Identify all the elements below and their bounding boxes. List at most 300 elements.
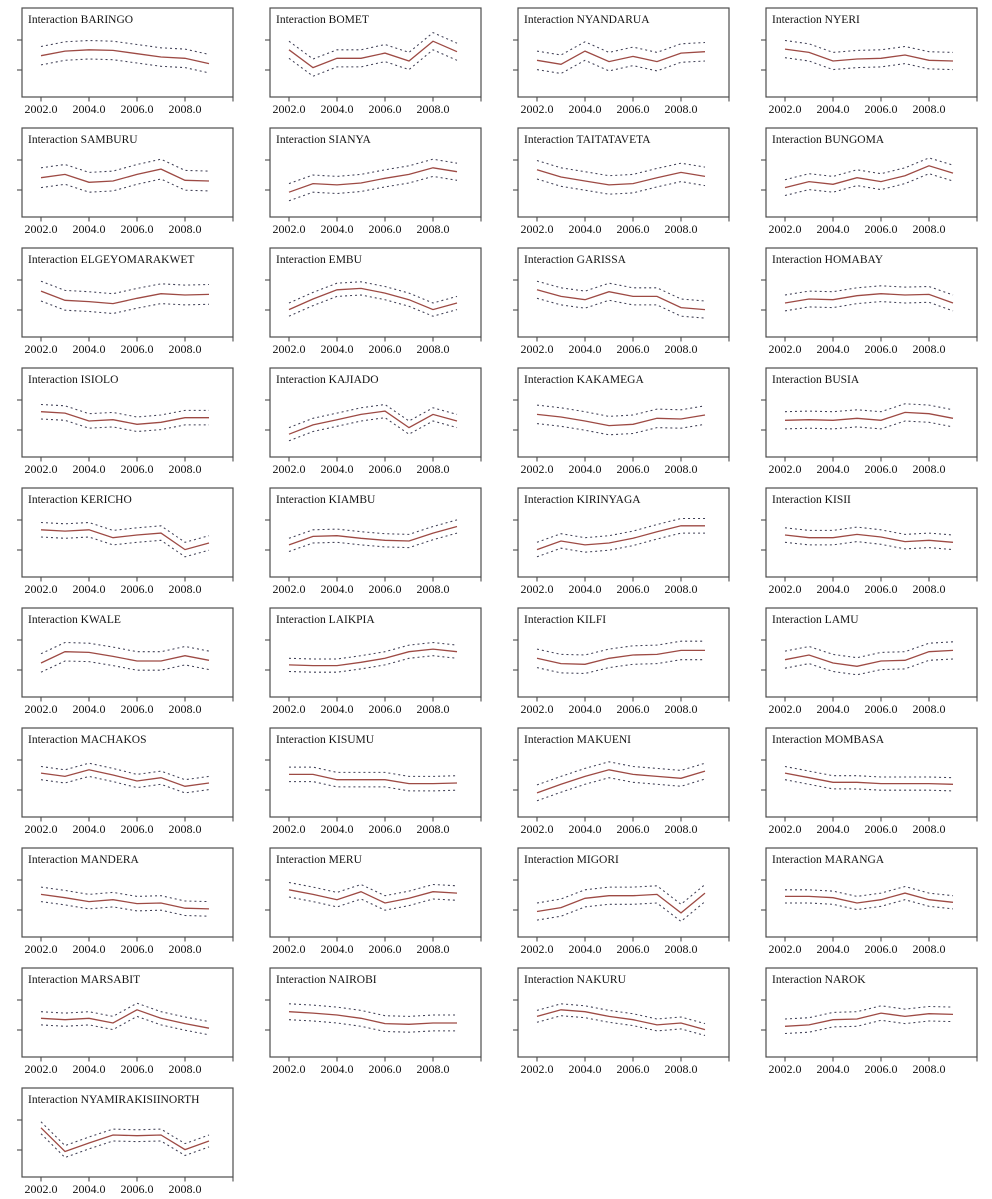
panel-title: Interaction KIRINYAGA (524, 494, 641, 506)
x-tick-label: 2006.0 (368, 582, 402, 596)
x-tick-label: 2006.0 (864, 462, 898, 476)
x-tick-label: 2004.0 (72, 342, 106, 356)
lower-ci-line (785, 302, 953, 311)
x-tick-label: 2004.0 (816, 342, 850, 356)
x-tick-label: 2008.0 (664, 462, 698, 476)
upper-ci-line (41, 1003, 209, 1021)
lower-ci-line (41, 419, 209, 432)
x-tick-label: 2004.0 (320, 582, 354, 596)
x-tick-label: 2004.0 (320, 702, 354, 716)
county-panel-bomet (248, 0, 496, 120)
upper-ci-line (785, 527, 953, 535)
x-tick-label: 2004.0 (568, 1062, 602, 1076)
x-tick-label: 2002.0 (520, 462, 554, 476)
x-tick-label: 2004.0 (816, 942, 850, 956)
x-tick-label: 2008.0 (168, 1182, 202, 1196)
county-panel-taitataveta (496, 120, 744, 240)
x-tick-label: 2008.0 (664, 942, 698, 956)
x-tick-label: 2006.0 (864, 702, 898, 716)
x-tick-label: 2004.0 (816, 462, 850, 476)
upper-ci-line (41, 523, 209, 543)
x-tick-label: 2008.0 (912, 822, 946, 836)
panel-title: Interaction MARSABIT (28, 974, 141, 986)
panel-title: Interaction BUNGOMA (772, 134, 885, 146)
x-tick-label: 2008.0 (664, 822, 698, 836)
county-panel-laikpia (248, 600, 496, 720)
panel-title: Interaction ELGEYOMARAKWET (28, 254, 195, 266)
panel-title: Interaction HOMABAY (772, 254, 884, 266)
panel-title: Interaction GARISSA (524, 254, 626, 266)
upper-ci-line (41, 887, 209, 902)
county-panel-kilfi (496, 600, 744, 720)
estimate-line (785, 412, 953, 420)
upper-ci-line (41, 763, 209, 780)
upper-ci-line (41, 281, 209, 294)
x-tick-label: 2008.0 (416, 342, 450, 356)
panel-title: Interaction MIGORI (524, 854, 619, 866)
estimate-line (537, 290, 705, 310)
x-tick-label: 2004.0 (816, 1062, 850, 1076)
panel-title: Interaction KERICHO (28, 494, 132, 506)
x-tick-label: 2008.0 (912, 102, 946, 116)
x-tick-label: 2006.0 (864, 102, 898, 116)
county-panel-mombasa (744, 720, 992, 840)
x-tick-label: 2008.0 (664, 582, 698, 596)
estimate-line (41, 652, 209, 663)
x-tick-label: 2008.0 (168, 942, 202, 956)
x-tick-label: 2008.0 (168, 1062, 202, 1076)
estimate-line (289, 288, 457, 309)
estimate-line (289, 1012, 457, 1025)
county-panel-baringo (0, 0, 248, 120)
x-tick-label: 2004.0 (320, 1062, 354, 1076)
x-tick-label: 2008.0 (912, 1062, 946, 1076)
x-tick-label: 2008.0 (664, 702, 698, 716)
x-tick-label: 2004.0 (816, 102, 850, 116)
panel-title: Interaction KIAMBU (276, 494, 376, 506)
estimate-line (41, 50, 209, 64)
county-panel-maranga (744, 840, 992, 960)
estimate-line (289, 649, 457, 666)
lower-ci-line (41, 902, 209, 917)
upper-ci-line (537, 762, 705, 785)
x-tick-label: 2006.0 (864, 222, 898, 236)
x-tick-label: 2002.0 (768, 582, 802, 596)
county-panel-elgeyomarakwet (0, 240, 248, 360)
x-tick-label: 2004.0 (320, 822, 354, 836)
upper-ci-line (785, 1006, 953, 1019)
county-panel-busia (744, 360, 992, 480)
x-tick-label: 2002.0 (272, 582, 306, 596)
county-panel-isiolo (0, 360, 248, 480)
county-panel-makueni (496, 720, 744, 840)
x-tick-label: 2006.0 (120, 342, 154, 356)
county-panel-lamu (744, 600, 992, 720)
x-tick-label: 2008.0 (416, 222, 450, 236)
county-panel-mandera (0, 840, 248, 960)
x-tick-label: 2004.0 (816, 222, 850, 236)
x-tick-label: 2004.0 (72, 822, 106, 836)
x-tick-label: 2004.0 (568, 582, 602, 596)
lower-ci-line (41, 301, 209, 314)
x-tick-label: 2008.0 (416, 1062, 450, 1076)
x-tick-label: 2008.0 (912, 342, 946, 356)
x-tick-label: 2008.0 (168, 582, 202, 596)
estimate-line (785, 294, 953, 303)
upper-ci-line (41, 405, 209, 418)
estimate-line (289, 41, 457, 67)
upper-ci-line (289, 883, 457, 896)
panel-title: Interaction KAKAMEGA (524, 374, 644, 386)
x-tick-label: 2006.0 (368, 222, 402, 236)
x-tick-label: 2006.0 (864, 342, 898, 356)
x-tick-label: 2004.0 (72, 462, 106, 476)
lower-ci-line (785, 1020, 953, 1033)
x-tick-label: 2008.0 (912, 462, 946, 476)
x-tick-label: 2006.0 (616, 342, 650, 356)
upper-ci-line (785, 887, 953, 897)
x-tick-label: 2002.0 (520, 702, 554, 716)
county-panel-kericho (0, 480, 248, 600)
lower-ci-line (537, 298, 705, 318)
x-tick-label: 2002.0 (24, 342, 58, 356)
estimate-line (785, 893, 953, 903)
x-tick-label: 2002.0 (520, 822, 554, 836)
x-tick-label: 2006.0 (120, 1062, 154, 1076)
x-tick-label: 2008.0 (912, 582, 946, 596)
county-panel-nyandarua (496, 0, 744, 120)
estimate-line (289, 890, 457, 903)
county-panel-migori (496, 840, 744, 960)
upper-ci-line (41, 159, 209, 172)
lower-ci-line (537, 533, 705, 557)
x-tick-label: 2006.0 (616, 702, 650, 716)
lower-ci-line (785, 780, 953, 791)
x-tick-label: 2008.0 (168, 462, 202, 476)
upper-ci-line (785, 404, 953, 412)
x-tick-label: 2004.0 (72, 942, 106, 956)
x-tick-label: 2008.0 (168, 822, 202, 836)
x-tick-label: 2002.0 (24, 222, 58, 236)
x-tick-label: 2002.0 (768, 942, 802, 956)
county-panel-narok (744, 960, 992, 1080)
x-tick-label: 2004.0 (72, 102, 106, 116)
x-tick-label: 2008.0 (912, 702, 946, 716)
x-tick-label: 2006.0 (864, 822, 898, 836)
panel-title: Interaction BARINGO (28, 14, 134, 26)
estimate-line (537, 414, 705, 425)
x-tick-label: 2002.0 (24, 102, 58, 116)
x-tick-label: 2008.0 (168, 342, 202, 356)
county-panel-kwale (0, 600, 248, 720)
panel-title: Interaction MOMBASA (772, 734, 885, 746)
upper-ci-line (537, 405, 705, 416)
upper-ci-line (785, 286, 953, 295)
estimate-line (41, 894, 209, 909)
estimate-line (41, 770, 209, 787)
estimate-line (41, 169, 209, 182)
x-tick-label: 2004.0 (568, 702, 602, 716)
x-tick-label: 2004.0 (72, 1182, 106, 1196)
county-panel-kisumu (248, 720, 496, 840)
x-tick-label: 2008.0 (664, 342, 698, 356)
x-tick-label: 2006.0 (368, 942, 402, 956)
upper-ci-line (785, 41, 953, 53)
panel-title: Interaction BUSIA (772, 374, 860, 386)
lower-ci-line (785, 659, 953, 675)
panel-title: Interaction BOMET (276, 14, 369, 26)
county-panel-garissa (496, 240, 744, 360)
x-tick-label: 2002.0 (768, 222, 802, 236)
county-panel-kisii (744, 480, 992, 600)
x-tick-label: 2006.0 (368, 702, 402, 716)
panel-title: Interaction NYAMIRAKISIINORTH (28, 1094, 200, 1106)
lower-ci-line (41, 537, 209, 557)
x-tick-label: 2006.0 (368, 1062, 402, 1076)
estimate-line (41, 412, 209, 425)
x-tick-label: 2006.0 (616, 222, 650, 236)
county-panel-marsabit (0, 960, 248, 1080)
x-tick-label: 2006.0 (120, 1182, 154, 1196)
estimate-line (537, 1010, 705, 1030)
panel-title: Interaction SIANYA (276, 134, 371, 146)
panel-title: Interaction MARANGA (772, 854, 885, 866)
x-tick-label: 2004.0 (568, 222, 602, 236)
panel-title: Interaction MAKUENI (524, 734, 631, 746)
x-tick-label: 2006.0 (864, 1062, 898, 1076)
estimate-line (785, 166, 953, 188)
panel-title: Interaction MERU (276, 854, 362, 866)
x-tick-label: 2004.0 (72, 702, 106, 716)
x-tick-label: 2006.0 (120, 102, 154, 116)
lower-ci-line (537, 778, 705, 801)
estimate-line (289, 411, 457, 434)
x-tick-label: 2006.0 (368, 822, 402, 836)
x-tick-label: 2008.0 (416, 102, 450, 116)
panel-title: Interaction NAIROBI (276, 974, 377, 986)
x-tick-label: 2004.0 (320, 222, 354, 236)
lower-ci-line (41, 1134, 209, 1158)
panel-title: Interaction NYERI (772, 14, 860, 26)
estimate-line (785, 534, 953, 542)
x-tick-label: 2004.0 (320, 942, 354, 956)
x-tick-label: 2006.0 (864, 942, 898, 956)
county-panel-samburu (0, 120, 248, 240)
lower-ci-line (289, 50, 457, 76)
estimate-line (537, 170, 705, 185)
x-tick-label: 2006.0 (616, 582, 650, 596)
lower-ci-line (41, 179, 209, 192)
county-panel-kiambu (248, 480, 496, 600)
upper-ci-line (785, 158, 953, 180)
x-tick-label: 2002.0 (24, 462, 58, 476)
x-tick-label: 2002.0 (24, 942, 58, 956)
x-tick-label: 2004.0 (320, 342, 354, 356)
upper-ci-line (289, 159, 457, 183)
x-tick-label: 2002.0 (768, 702, 802, 716)
x-tick-label: 2008.0 (416, 702, 450, 716)
x-tick-label: 2002.0 (768, 342, 802, 356)
lower-ci-line (289, 897, 457, 910)
panel-title: Interaction LAMU (772, 614, 859, 626)
estimate-line (785, 49, 953, 61)
x-tick-label: 2008.0 (168, 222, 202, 236)
x-tick-label: 2002.0 (520, 582, 554, 596)
county-panel-kakamega (496, 360, 744, 480)
x-tick-label: 2006.0 (120, 582, 154, 596)
x-tick-label: 2002.0 (272, 942, 306, 956)
x-tick-label: 2008.0 (168, 702, 202, 716)
lower-ci-line (289, 656, 457, 673)
upper-ci-line (289, 520, 457, 538)
x-tick-label: 2006.0 (120, 222, 154, 236)
x-tick-label: 2008.0 (664, 222, 698, 236)
x-tick-label: 2002.0 (24, 702, 58, 716)
estimate-line (785, 1013, 953, 1026)
panel-title: Interaction NYANDARUA (524, 14, 650, 26)
lower-ci-line (537, 60, 705, 73)
x-tick-label: 2002.0 (272, 222, 306, 236)
upper-ci-line (785, 767, 953, 778)
x-tick-label: 2008.0 (664, 102, 698, 116)
estimate-line (785, 773, 953, 784)
estimate-line (537, 650, 705, 664)
x-tick-label: 2002.0 (272, 342, 306, 356)
panel-title: Interaction NAKURU (524, 974, 626, 986)
x-tick-label: 2006.0 (616, 462, 650, 476)
x-tick-label: 2002.0 (24, 1062, 58, 1076)
county-panel-embu (248, 240, 496, 360)
x-tick-label: 2002.0 (520, 942, 554, 956)
x-tick-label: 2006.0 (368, 462, 402, 476)
county-panel-sianya (248, 120, 496, 240)
x-tick-label: 2002.0 (520, 102, 554, 116)
estimate-line (41, 530, 209, 550)
x-tick-label: 2002.0 (768, 1062, 802, 1076)
x-tick-label: 2002.0 (768, 462, 802, 476)
x-tick-label: 2008.0 (416, 462, 450, 476)
x-tick-label: 2004.0 (568, 102, 602, 116)
estimate-line (41, 1128, 209, 1152)
x-tick-label: 2002.0 (272, 822, 306, 836)
panel-title: Interaction LAIKPIA (276, 614, 375, 626)
x-tick-label: 2002.0 (272, 102, 306, 116)
x-tick-label: 2002.0 (24, 822, 58, 836)
county-panel-meru (248, 840, 496, 960)
estimate-line (289, 168, 457, 192)
x-tick-label: 2006.0 (864, 582, 898, 596)
x-tick-label: 2002.0 (272, 1062, 306, 1076)
x-tick-label: 2002.0 (520, 1062, 554, 1076)
x-tick-label: 2002.0 (768, 102, 802, 116)
x-tick-label: 2002.0 (24, 1182, 58, 1196)
upper-ci-line (537, 641, 705, 655)
county-panel-bungoma (744, 120, 992, 240)
county-panel-kirinyaga (496, 480, 744, 600)
x-tick-label: 2002.0 (272, 702, 306, 716)
estimate-line (537, 526, 705, 550)
x-tick-label: 2006.0 (368, 102, 402, 116)
panel-title: Interaction MACHAKOS (28, 734, 147, 746)
panel-title: Interaction EMBU (276, 254, 362, 266)
x-tick-label: 2004.0 (72, 1062, 106, 1076)
panel-title: Interaction SAMBURU (28, 134, 138, 146)
x-tick-label: 2004.0 (816, 702, 850, 716)
panel-title: Interaction KAJIADO (276, 374, 379, 386)
x-tick-label: 2008.0 (912, 222, 946, 236)
x-tick-label: 2002.0 (24, 582, 58, 596)
x-tick-label: 2006.0 (120, 942, 154, 956)
panel-title: Interaction KILFI (524, 614, 607, 626)
upper-ci-line (289, 1004, 457, 1017)
x-tick-label: 2006.0 (616, 102, 650, 116)
x-tick-label: 2004.0 (568, 342, 602, 356)
panel-title: Interaction ISIOLO (28, 374, 119, 386)
lower-ci-line (41, 661, 209, 672)
lower-ci-line (537, 660, 705, 674)
x-tick-label: 2006.0 (120, 702, 154, 716)
x-tick-label: 2004.0 (320, 102, 354, 116)
lower-ci-line (785, 421, 953, 429)
x-tick-label: 2004.0 (72, 222, 106, 236)
x-tick-label: 2006.0 (120, 822, 154, 836)
x-tick-label: 2004.0 (568, 462, 602, 476)
county-panel-nyamirakisiinorth (0, 1080, 248, 1199)
lower-ci-line (785, 174, 953, 196)
x-tick-label: 2002.0 (520, 342, 554, 356)
x-tick-label: 2008.0 (416, 942, 450, 956)
upper-ci-line (289, 643, 457, 660)
upper-ci-line (289, 282, 457, 303)
x-tick-label: 2006.0 (616, 822, 650, 836)
x-tick-label: 2006.0 (616, 942, 650, 956)
upper-ci-line (537, 1004, 705, 1024)
upper-ci-line (537, 161, 705, 176)
estimate-line (41, 291, 209, 304)
x-tick-label: 2008.0 (912, 942, 946, 956)
lower-ci-line (785, 542, 953, 550)
panel-title: Interaction KWALE (28, 614, 121, 626)
x-tick-label: 2008.0 (168, 102, 202, 116)
county-panel-nyeri (744, 0, 992, 120)
x-tick-label: 2004.0 (568, 942, 602, 956)
x-tick-label: 2004.0 (568, 822, 602, 836)
x-tick-label: 2004.0 (816, 822, 850, 836)
x-tick-label: 2002.0 (272, 462, 306, 476)
x-tick-label: 2004.0 (72, 582, 106, 596)
upper-ci-line (41, 1122, 209, 1146)
upper-ci-line (537, 885, 705, 905)
x-tick-label: 2008.0 (416, 822, 450, 836)
county-panel-machakos (0, 720, 248, 840)
county-panel-nakuru (496, 960, 744, 1080)
x-tick-label: 2006.0 (368, 342, 402, 356)
x-tick-label: 2008.0 (416, 582, 450, 596)
lower-ci-line (537, 179, 705, 194)
panel-title: Interaction NAROK (772, 974, 866, 986)
x-tick-label: 2008.0 (664, 1062, 698, 1076)
x-tick-label: 2004.0 (320, 462, 354, 476)
upper-ci-line (537, 281, 705, 301)
county-panel-nairobi (248, 960, 496, 1080)
panel-title: Interaction KISII (772, 494, 851, 506)
x-tick-label: 2002.0 (768, 822, 802, 836)
x-tick-label: 2006.0 (616, 1062, 650, 1076)
lower-ci-line (289, 418, 457, 441)
lower-ci-line (41, 59, 209, 73)
estimate-line (537, 770, 705, 793)
upper-ci-line (537, 519, 705, 543)
